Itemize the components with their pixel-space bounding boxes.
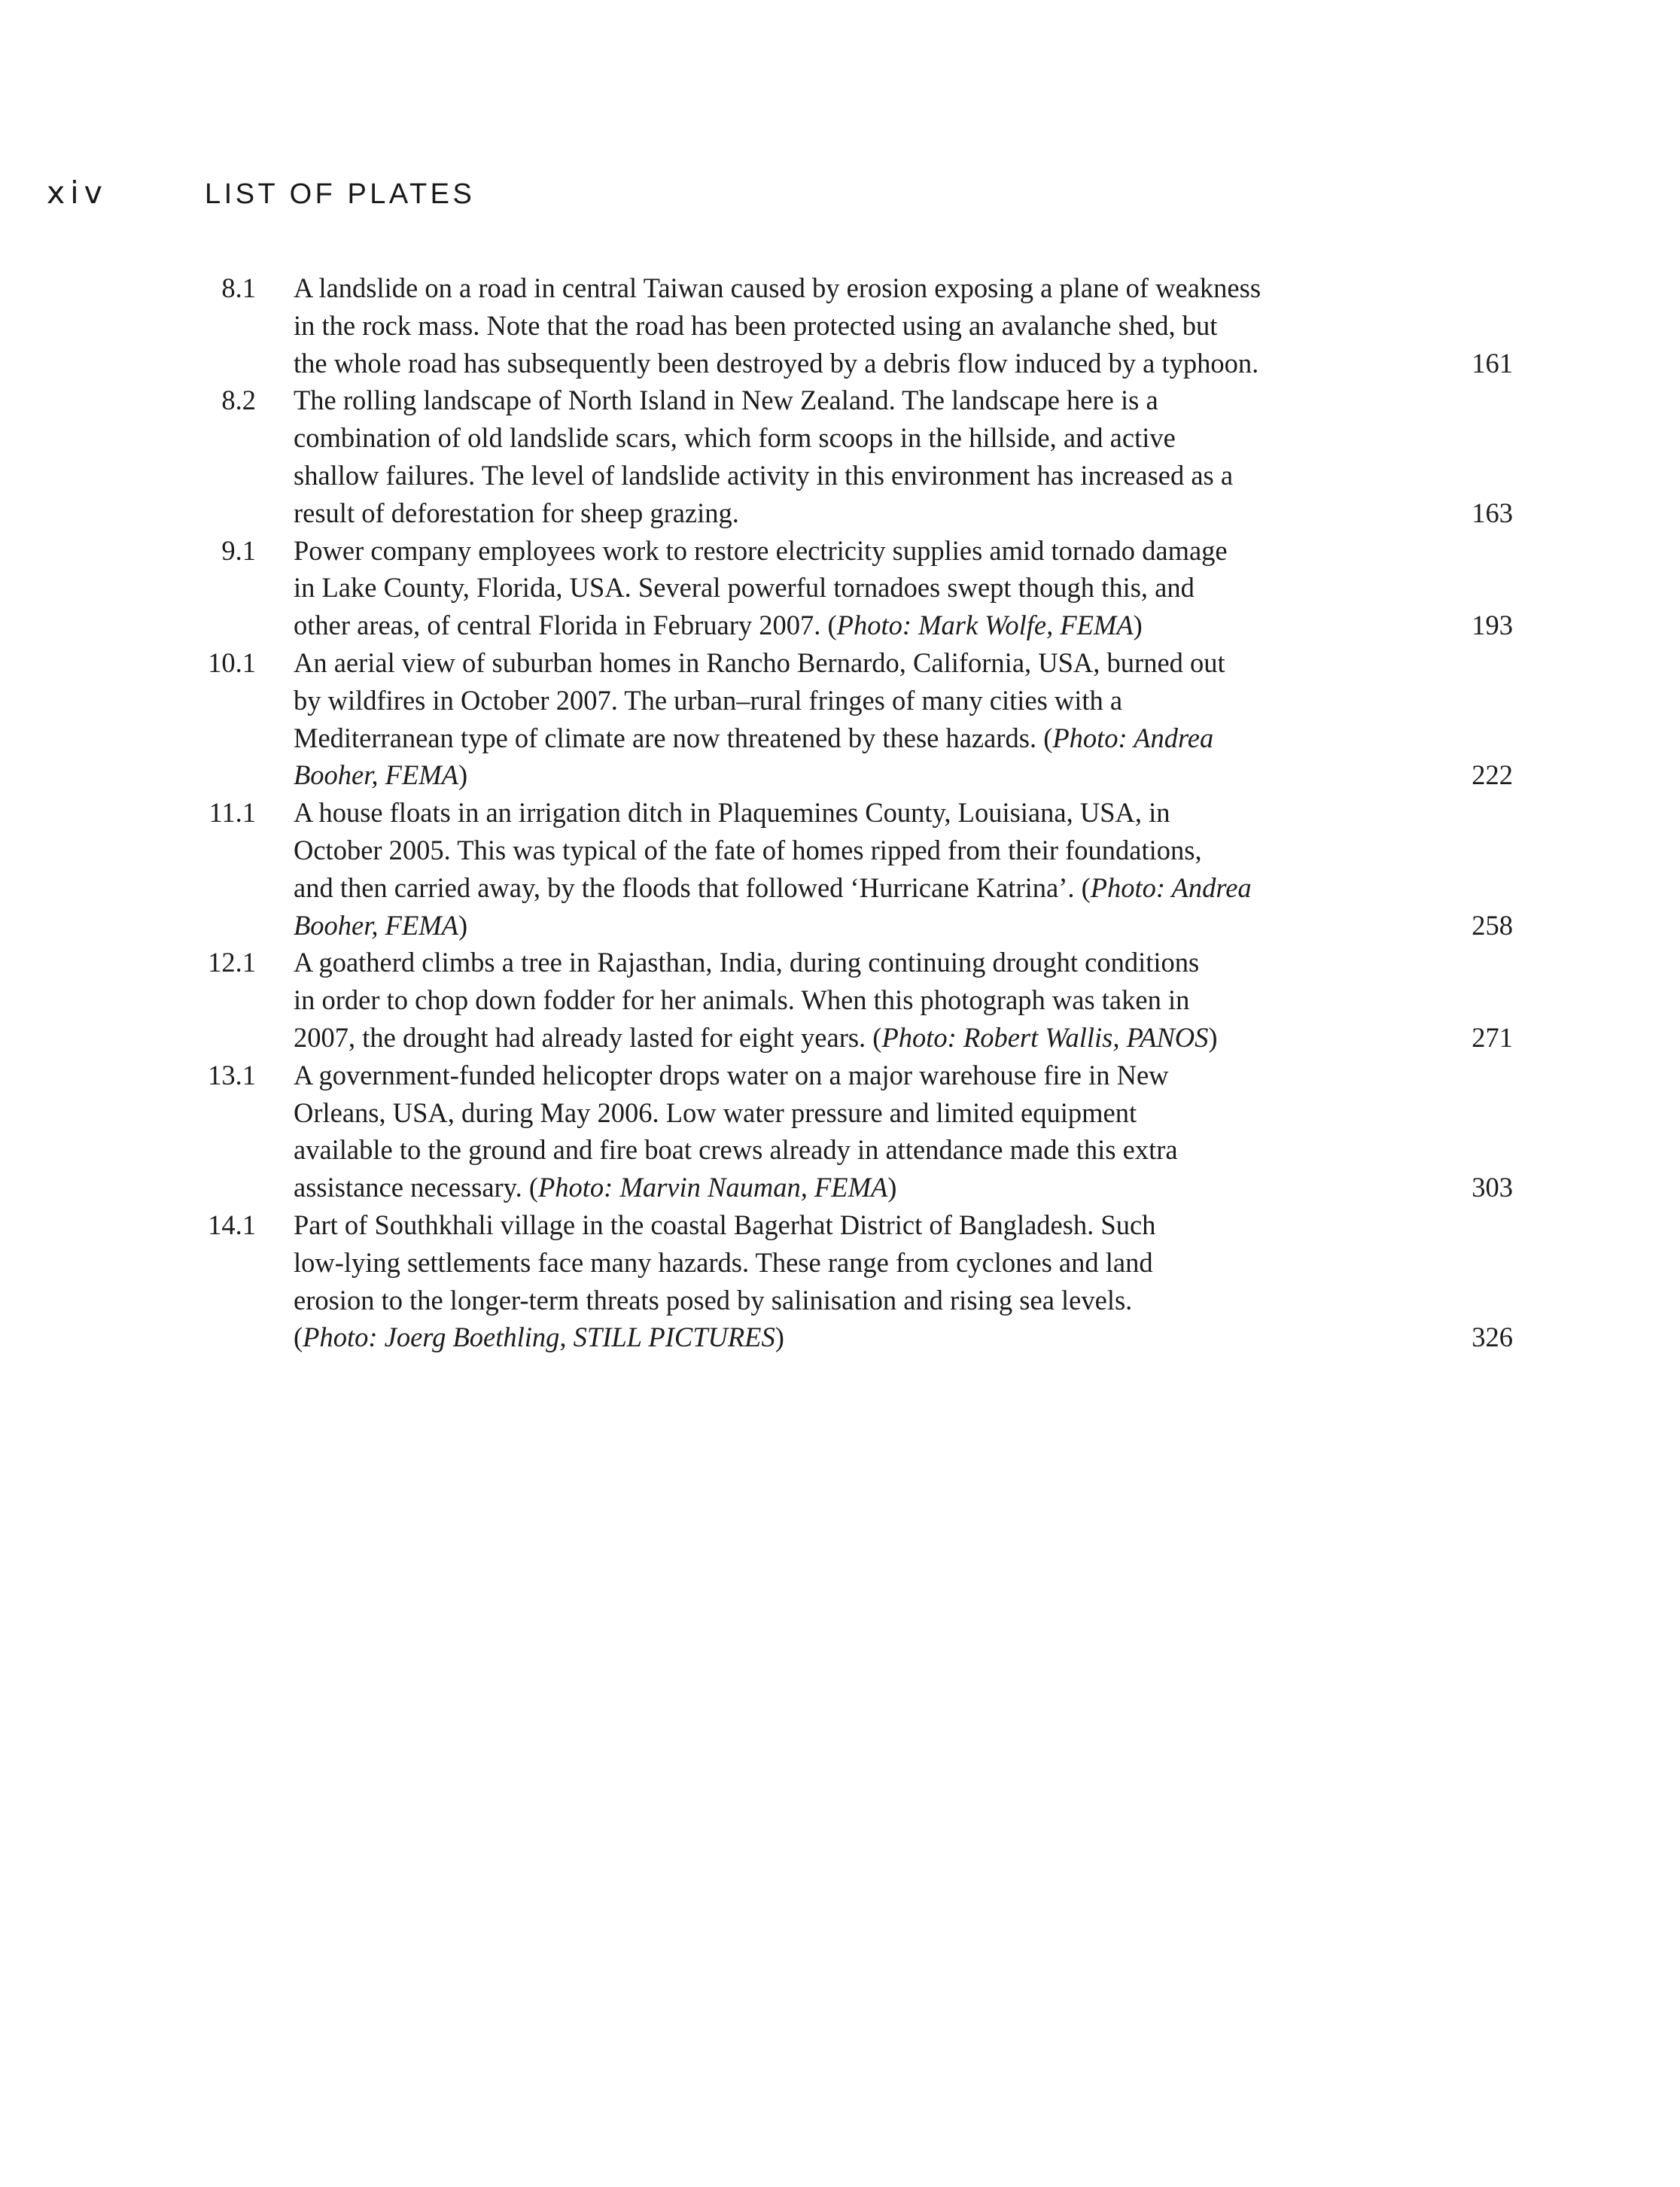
plate-page-number: 326 — [1472, 1322, 1513, 1353]
plate-number: 10.1 — [208, 646, 256, 678]
plate-caption — [294, 1206, 1377, 1356]
caption-line: Mediterranean type of climate are now threatened by these hazards. (Photo: Andrea — [294, 722, 1214, 753]
plate-page-number: 193 — [1472, 610, 1513, 641]
caption-line: Booher, FEMA) — [294, 909, 468, 941]
plate-number: 8.1 — [221, 272, 256, 303]
photo-credit: Photo: Mark Wolfe, FEMA — [836, 610, 1134, 641]
caption-line: shallow failures. The level of landslide activity in this environment has increased as a — [294, 459, 1234, 491]
plate-number: 9.1 — [221, 534, 256, 566]
caption-line: combination of old landslide scars, which form scoops in the hillside, and active — [294, 422, 1176, 454]
plate-caption — [294, 1057, 1377, 1206]
caption-line: available to the ground and fire boat crews already in attendance made this extra — [294, 1134, 1178, 1166]
caption-line: A government-funded helicopter drops water on a major warehouse fire in New — [294, 1059, 1169, 1090]
plate-caption — [294, 382, 1377, 531]
caption-line: Part of Southkhali village in the coastal Bagerhat District of Bangladesh. Such — [294, 1209, 1156, 1240]
caption-line: A goatherd climbs a tree in Rajasthan, India, during continuing drought conditions — [294, 947, 1200, 978]
plate-page-number: 222 — [1472, 759, 1513, 791]
caption-line: assistance necessary. (Photo: Marvin Nauman, FEMA) — [294, 1172, 897, 1203]
plate-number: 14.1 — [208, 1209, 256, 1240]
photo-credit: Photo: Joerg Boethling, STILL PICTURES — [303, 1322, 775, 1353]
plate-entry-8-2 — [166, 382, 1513, 531]
caption-line: erosion to the longer-term threats posed by salinisation and rising sea levels. — [294, 1284, 1133, 1316]
plates-list — [166, 269, 1513, 1356]
caption-line: low-lying settlements face many hazards. These range from cyclones and land — [294, 1246, 1153, 1278]
photo-credit: Booher, FEMA — [294, 759, 458, 791]
plate-caption — [294, 532, 1377, 644]
caption-line: Orleans, USA, during May 2006. Low water pressure and limited equipment — [294, 1097, 1137, 1128]
plate-page-number: 303 — [1472, 1172, 1513, 1203]
caption-line: in order to chop down fodder for her animals. When this photograph was taken in — [294, 984, 1190, 1016]
caption-line: A landslide on a road in central Taiwan caused by erosion exposing a plane of weakness — [294, 272, 1262, 303]
caption-line: 2007, the drought had already lasted for eight years. (Photo: Robert Wallis, PANOS) — [294, 1021, 1218, 1053]
caption-line: and then carried away, by the floods that followed ‘Hurricane Katrina’. (Photo: Andrea — [294, 871, 1252, 903]
plate-number: 11.1 — [208, 797, 256, 829]
caption-line: other areas, of central Florida in February 2007. (Photo: Mark Wolfe, FEMA) — [294, 610, 1143, 641]
caption-line: in the rock mass. Note that the road has been protected using an avalanche shed, but — [294, 309, 1218, 341]
plate-page-number: 161 — [1472, 347, 1513, 379]
plate-caption — [294, 944, 1377, 1056]
plate-page-number: 163 — [1472, 497, 1513, 528]
caption-line: result of deforestation for sheep grazing. — [294, 497, 739, 528]
photo-credit: Booher, FEMA — [294, 909, 458, 941]
plate-entry-11-1 — [166, 794, 1513, 944]
caption-line: October 2005. This was typical of the fate of homes ripped from their foundations, — [294, 834, 1202, 865]
plate-entry-14-1 — [166, 1206, 1513, 1356]
plate-page-number: 271 — [1472, 1021, 1513, 1053]
caption-line: A house floats in an irrigation ditch in Plaquemines County, Louisiana, USA, in — [294, 797, 1170, 829]
caption-line: Booher, FEMA) — [294, 759, 468, 791]
plate-caption — [294, 269, 1377, 382]
photo-credit: Photo: Andrea — [1090, 871, 1252, 903]
plate-entry-8-1 — [166, 269, 1513, 382]
plate-caption — [294, 794, 1377, 944]
caption-line: The rolling landscape of North Island in New Zealand. The landscape here is a — [294, 385, 1158, 416]
caption-line: Power company employees work to restore electricity supplies amid tornado damage — [294, 534, 1228, 566]
photo-credit: Photo: Andrea — [1052, 722, 1214, 753]
plate-number: 13.1 — [208, 1059, 256, 1090]
plate-number: 12.1 — [208, 947, 256, 978]
plate-number: 8.2 — [221, 385, 256, 416]
plate-page-number: 258 — [1472, 909, 1513, 941]
caption-line: An aerial view of suburban homes in Rancho Bernardo, California, USA, burned out — [294, 646, 1225, 678]
photo-credit: Photo: Marvin Nauman, FEMA — [537, 1172, 888, 1203]
plate-entry-9-1 — [166, 532, 1513, 644]
caption-line: (Photo: Joerg Boethling, STILL PICTURES) — [294, 1322, 784, 1353]
section-title: LIST OF PLATES — [205, 178, 476, 210]
plate-entry-10-1 — [166, 644, 1513, 794]
running-head — [47, 175, 475, 220]
plate-caption — [294, 644, 1377, 794]
caption-line: by wildfires in October 2007. The urban–rural fringes of many cities with a — [294, 684, 1123, 716]
page-folio: xiv — [47, 175, 108, 211]
plate-entry-13-1 — [166, 1057, 1513, 1206]
plate-entry-12-1 — [166, 944, 1513, 1056]
caption-line: the whole road has subsequently been destroyed by a debris flow induced by a typhoon. — [294, 347, 1259, 379]
photo-credit: Photo: Robert Wallis, PANOS — [881, 1021, 1209, 1053]
caption-line: in Lake County, Florida, USA. Several powerful tornadoes swept though this, and — [294, 572, 1195, 604]
